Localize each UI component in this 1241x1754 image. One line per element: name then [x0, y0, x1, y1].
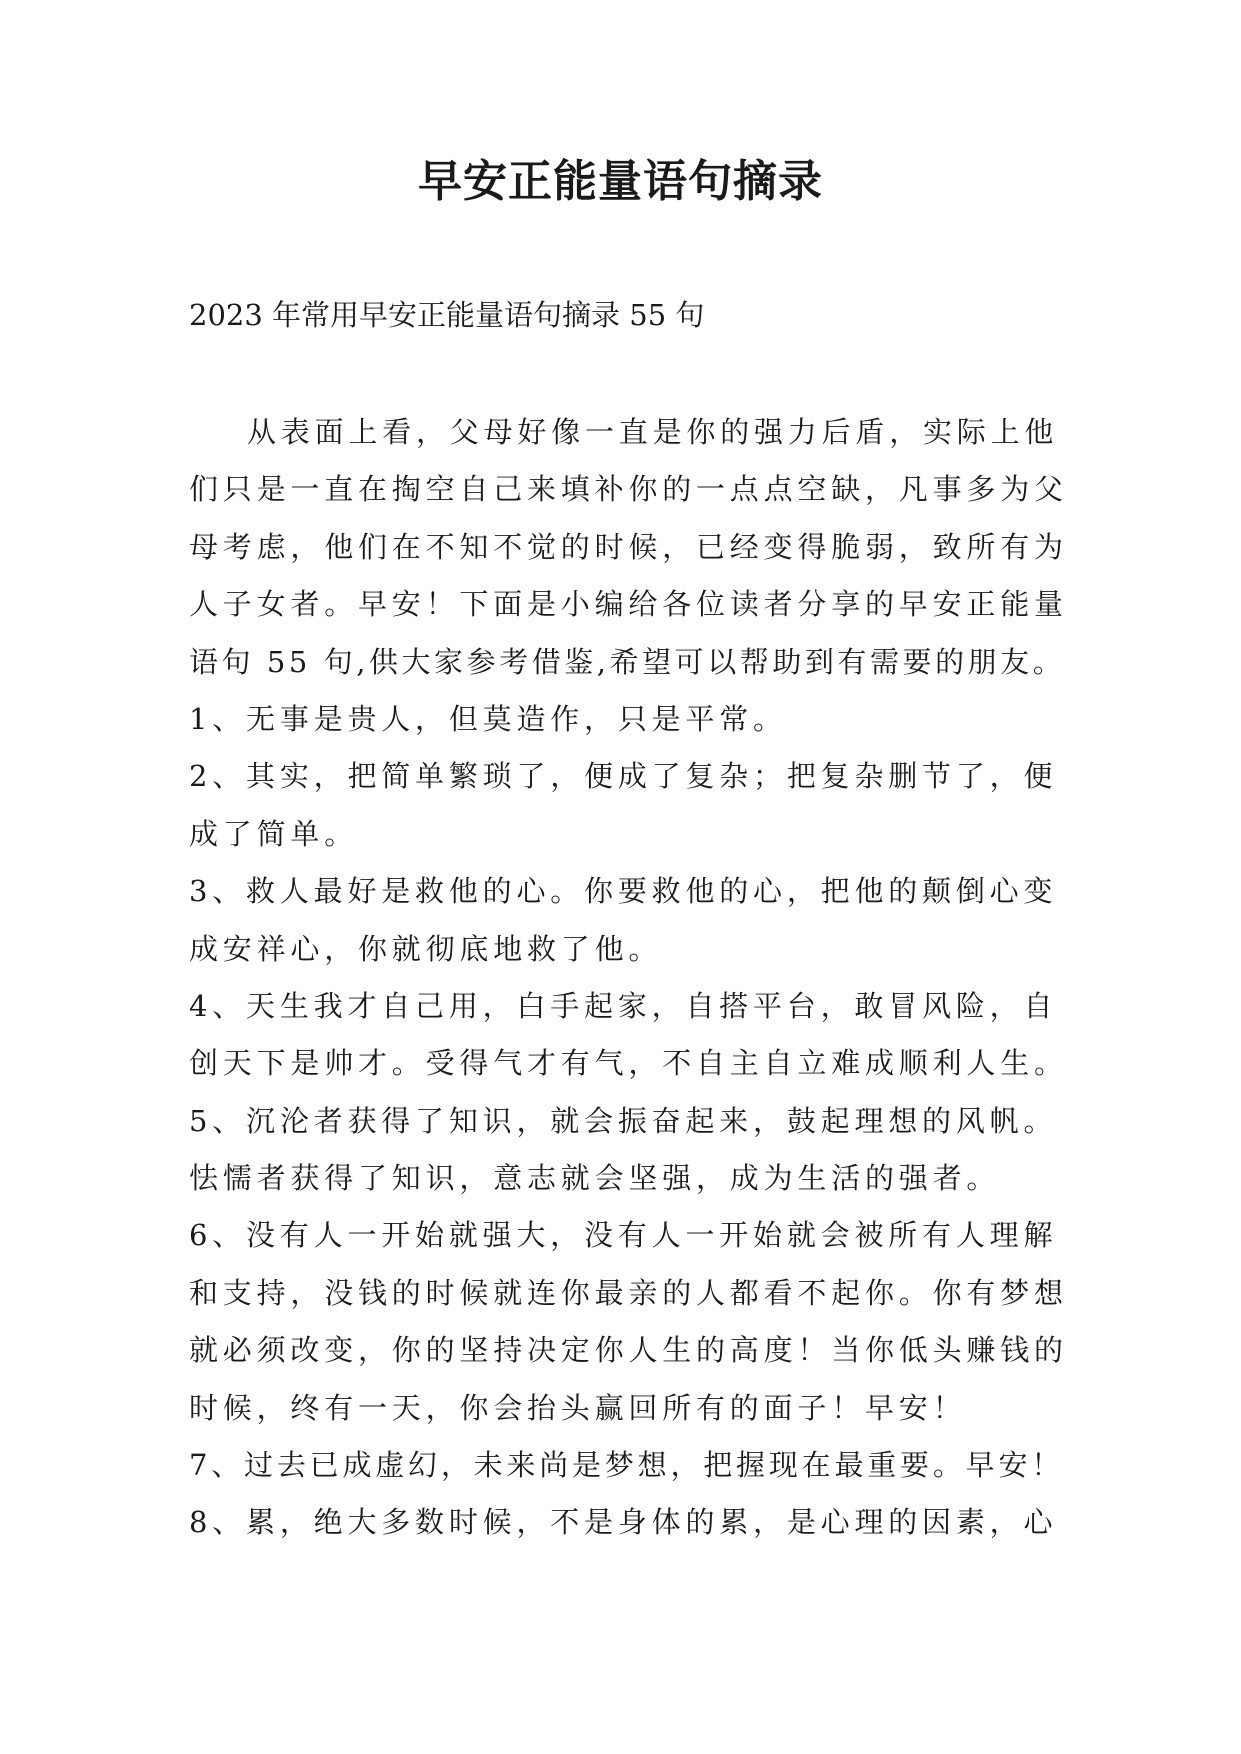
body-line: 3、救人最好是救他的心。你要救他的心，把他的颠倒心变: [189, 874, 1058, 909]
body-line: 们只是一直在掏空自己来填补你的一点点空缺，凡事多为父: [189, 472, 1068, 507]
document-body: [189, 404, 1069, 1552]
document-subtitle: 2023 年常用早安正能量语句摘录 55 句: [189, 298, 705, 332]
body-line: 从表面上看，父母好像一直是你的强力后盾，实际上他: [247, 415, 1059, 449]
body-line: 1、无事是贵人，但莫造作，只是平常。: [189, 701, 787, 736]
body-line: 2、其实，把简单繁琐了，便成了复杂；把复杂删节了，便: [189, 759, 1058, 794]
body-line: 成安祥心，你就彻底地救了他。: [189, 931, 663, 966]
body-line: 母考虑，他们在不知不觉的时候，已经变得脆弱，致所有为: [189, 529, 1068, 564]
body-line: 5、沉沦者获得了知识，就会振奋起来，鼓起理想的风帆。: [189, 1103, 1058, 1138]
body-line: 时候，终有一天，你会抬头赢回所有的面子！早安！: [189, 1390, 967, 1425]
body-line: 人子女者。早安！下面是小编给各位读者分享的早安正能量: [189, 587, 1068, 622]
body-line: 8、累，绝大多数时候，不是身体的累，是心理的因素，心: [189, 1505, 1058, 1540]
body-line: 创天下是帅才。受得气才有气，不自主自立难成顺利人生。: [189, 1046, 1068, 1081]
body-line: 和支持，没钱的时候就连你最亲的人都看不起你。你有梦想: [189, 1275, 1068, 1310]
body-line: 怯懦者获得了知识，意志就会坚强，成为生活的强者。: [189, 1161, 1001, 1196]
document-title: 早安正能量语句摘录: [418, 156, 823, 207]
body-line: 就必须改变，你的坚持决定你人生的高度！当你低头赚钱的: [189, 1333, 1068, 1368]
body-line: 成了简单。: [189, 816, 359, 851]
body-line: 7、过去已成虚幻，未来尚是梦想，把握现在最重要。早安！: [189, 1448, 1065, 1483]
body-line: 4、天生我才自己用，白手起家，自搭平台，敢冒风险，自: [189, 988, 1058, 1023]
body-line: 6、没有人一开始就强大，没有人一开始就会被所有人理解: [189, 1218, 1058, 1253]
body-line: 语句 55 句,供大家参考借鉴,希望可以帮助到有需要的朋友。: [189, 644, 1066, 679]
